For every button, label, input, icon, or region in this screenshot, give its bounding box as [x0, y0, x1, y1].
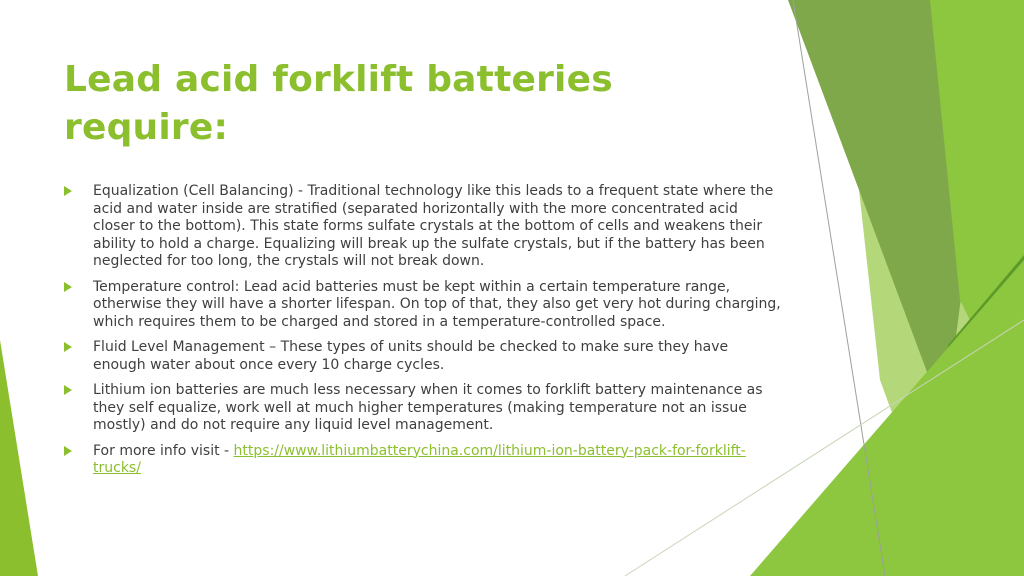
bullet-arrow-icon [64, 385, 72, 395]
bullet-text: Temperature control: Lead acid batteries must be kept within a certain temperature range, otherwise they will have a shorter lifespan. On top of that, they also get very hot during charging, which requires them to be charged and stored in a temperature-controlled space. [93, 278, 781, 330]
bullet-text: Lithium ion batteries are much less necessary when it comes to forklift battery maintenance as they self equalize, work well at much higher temperatures (making temperature not an issue mostly) and do not require any liquid level management. [93, 382, 763, 433]
bullet-text: Equalization (Cell Balancing) - Traditional technology like this leads to a frequent state where the acid and water inside are stratified (separated horizontally with the more concentrated acid closer to the bottom). This state forms sulfate crystals at the bottom of cells and weakens their ability to hold a charge. Equalizing will break up the sulfate crystals, but if the battery has been neglected for too long, the crystals will not break down. [93, 183, 774, 269]
bullet-item-more-info [64, 443, 784, 478]
slide-title: Lead acid forklift batteries require: [64, 59, 613, 148]
bullet-text: For more info visit - [93, 442, 234, 459]
bullet-arrow-icon [64, 282, 72, 292]
bullet-list [64, 183, 784, 486]
bullet-item-fluid-level [64, 339, 784, 374]
bullet-text: Fluid Level Management – These types of units should be checked to make sure they have enough water about once every 10 charge cycles. [93, 339, 729, 373]
more-info-link[interactable]: https://www.lithiumbatterychina.com/lithium-ion-battery-pack-for-forklift-trucks/ [93, 442, 746, 476]
bullet-arrow-icon [64, 186, 72, 196]
bullet-arrow-icon [64, 446, 72, 456]
bullet-item-temperature [64, 279, 784, 332]
bullet-item-lithium [64, 382, 784, 435]
left-edge-stripe [0, 340, 38, 576]
bullet-arrow-icon [64, 342, 72, 352]
bullet-item-equalization [64, 183, 784, 271]
